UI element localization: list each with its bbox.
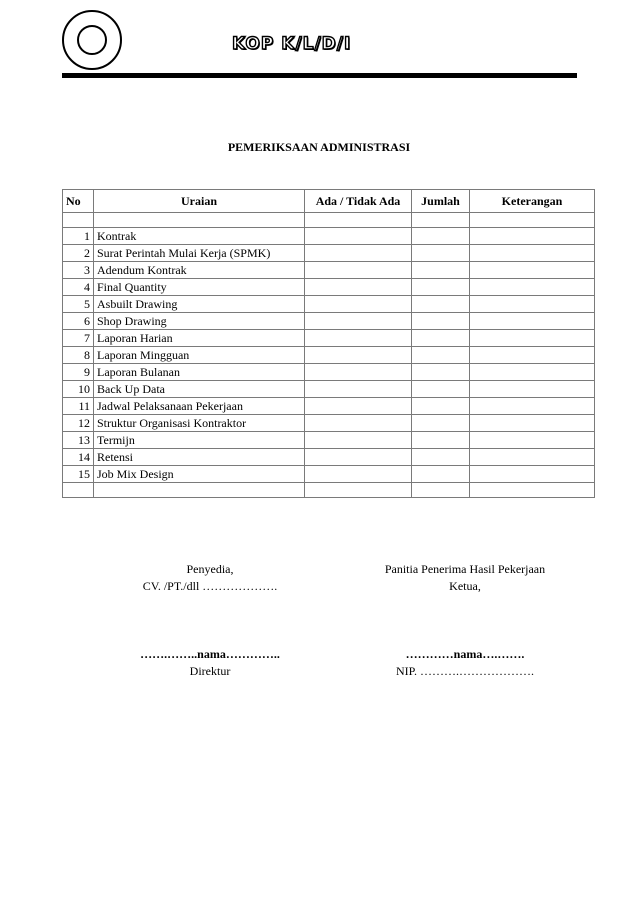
table-row <box>63 347 595 364</box>
table-row <box>63 364 595 381</box>
table-row-blank <box>63 483 595 498</box>
row-jumlah-cell[interactable] <box>412 262 470 279</box>
row-keterangan-cell[interactable] <box>470 296 595 313</box>
table-row <box>63 262 595 279</box>
row-keterangan-cell[interactable] <box>470 432 595 449</box>
row-jumlah-cell[interactable] <box>412 245 470 262</box>
row-jumlah-cell[interactable] <box>412 466 470 483</box>
row-jumlah-cell[interactable] <box>412 279 470 296</box>
header-ada-tidak-ada: Ada / Tidak Ada <box>305 190 412 213</box>
table-cell <box>305 483 412 498</box>
row-number: 12 <box>63 415 94 432</box>
row-ada-cell[interactable] <box>305 245 412 262</box>
row-uraian: Laporan Harian <box>94 330 305 347</box>
row-uraian: Laporan Mingguan <box>94 347 305 364</box>
row-keterangan-cell[interactable] <box>470 398 595 415</box>
row-keterangan-cell[interactable] <box>470 381 595 398</box>
row-ada-cell[interactable] <box>305 415 412 432</box>
row-uraian: Final Quantity <box>94 279 305 296</box>
signature-block-provider <box>100 561 320 595</box>
table-row <box>63 296 595 313</box>
row-number: 14 <box>63 449 94 466</box>
row-uraian: Job Mix Design <box>94 466 305 483</box>
row-uraian: Jadwal Pelaksanaan Pekerjaan <box>94 398 305 415</box>
table-row-blank <box>63 213 595 228</box>
row-uraian: Shop Drawing <box>94 313 305 330</box>
row-uraian: Termijn <box>94 432 305 449</box>
row-keterangan-cell[interactable] <box>470 245 595 262</box>
header-keterangan: Keterangan <box>470 190 595 213</box>
provider-company: CV. /PT./dll ………………. <box>142 579 278 593</box>
row-uraian: Laporan Bulanan <box>94 364 305 381</box>
row-keterangan-cell[interactable] <box>470 415 595 432</box>
row-uraian: Kontrak <box>94 228 305 245</box>
kop-title: KOP K/L/D/I <box>232 34 352 54</box>
table-row <box>63 415 595 432</box>
table-cell <box>470 213 595 228</box>
provider-role: Penyedia, <box>186 562 234 576</box>
row-ada-cell[interactable] <box>305 262 412 279</box>
table-cell <box>412 483 470 498</box>
table-cell <box>305 213 412 228</box>
provider-position: Direktur <box>189 664 231 678</box>
row-uraian: Retensi <box>94 449 305 466</box>
row-number: 4 <box>63 279 94 296</box>
row-number: 13 <box>63 432 94 449</box>
row-keterangan-cell[interactable] <box>470 449 595 466</box>
row-uraian: Adendum Kontrak <box>94 262 305 279</box>
row-keterangan-cell[interactable] <box>470 313 595 330</box>
row-number: 15 <box>63 466 94 483</box>
table-row <box>63 449 595 466</box>
row-number: 5 <box>63 296 94 313</box>
committee-nip: NIP. ……….………………. <box>395 664 534 678</box>
signature-block-committee <box>350 561 580 595</box>
row-jumlah-cell[interactable] <box>412 364 470 381</box>
kop-logo-inner-circle <box>77 25 107 55</box>
row-keterangan-cell[interactable] <box>470 330 595 347</box>
table-cell <box>63 483 94 498</box>
table-row <box>63 432 595 449</box>
row-jumlah-cell[interactable] <box>412 330 470 347</box>
row-number: 7 <box>63 330 94 347</box>
table-row <box>63 398 595 415</box>
row-number: 2 <box>63 245 94 262</box>
row-uraian: Back Up Data <box>94 381 305 398</box>
table-row <box>63 313 595 330</box>
provider-name: …….……..nama………….. <box>140 647 280 661</box>
administration-checklist-table <box>62 189 595 498</box>
row-ada-cell[interactable] <box>305 449 412 466</box>
table-cell <box>412 213 470 228</box>
row-jumlah-cell[interactable] <box>412 449 470 466</box>
row-ada-cell[interactable] <box>305 432 412 449</box>
header-uraian: Uraian <box>94 190 305 213</box>
row-jumlah-cell[interactable] <box>412 398 470 415</box>
kop-logo-emblem <box>62 10 122 70</box>
row-jumlah-cell[interactable] <box>412 228 470 245</box>
table-cell <box>94 213 305 228</box>
table-row <box>63 381 595 398</box>
row-number: 9 <box>63 364 94 381</box>
row-ada-cell[interactable] <box>305 398 412 415</box>
row-ada-cell[interactable] <box>305 296 412 313</box>
header-no: No <box>63 190 94 213</box>
row-number: 6 <box>63 313 94 330</box>
row-ada-cell[interactable] <box>305 313 412 330</box>
row-jumlah-cell[interactable] <box>412 415 470 432</box>
row-number: 10 <box>63 381 94 398</box>
table-row <box>63 245 595 262</box>
kop-divider-line <box>62 73 577 78</box>
row-uraian: Asbuilt Drawing <box>94 296 305 313</box>
row-number: 8 <box>63 347 94 364</box>
row-ada-cell[interactable] <box>305 228 412 245</box>
table-cell <box>63 213 94 228</box>
row-number: 3 <box>63 262 94 279</box>
table-header-row <box>63 190 595 213</box>
committee-name: …………nama….……. <box>405 647 525 661</box>
row-number: 1 <box>63 228 94 245</box>
row-keterangan-cell[interactable] <box>470 279 595 296</box>
table-cell <box>94 483 305 498</box>
row-keterangan-cell[interactable] <box>470 228 595 245</box>
committee-position-title: Ketua, <box>449 579 481 593</box>
row-number: 11 <box>63 398 94 415</box>
row-jumlah-cell[interactable] <box>412 313 470 330</box>
row-jumlah-cell[interactable] <box>412 381 470 398</box>
row-jumlah-cell[interactable] <box>412 432 470 449</box>
table-row <box>63 228 595 245</box>
document-title: PEMERIKSAAN ADMINISTRASI <box>227 140 411 154</box>
committee-role: Panitia Penerima Hasil Pekerjaan <box>384 562 546 576</box>
row-ada-cell[interactable] <box>305 330 412 347</box>
table-row <box>63 330 595 347</box>
table-row <box>63 279 595 296</box>
row-keterangan-cell[interactable] <box>470 347 595 364</box>
table-row <box>63 466 595 483</box>
row-jumlah-cell[interactable] <box>412 296 470 313</box>
row-ada-cell[interactable] <box>305 279 412 296</box>
table-cell <box>470 483 595 498</box>
row-keterangan-cell[interactable] <box>470 262 595 279</box>
row-ada-cell[interactable] <box>305 381 412 398</box>
row-uraian: Struktur Organisasi Kontraktor <box>94 415 305 432</box>
row-jumlah-cell[interactable] <box>412 347 470 364</box>
row-uraian: Surat Perintah Mulai Kerja (SPMK) <box>94 245 305 262</box>
header-jumlah: Jumlah <box>412 190 470 213</box>
row-ada-cell[interactable] <box>305 347 412 364</box>
row-ada-cell[interactable] <box>305 364 412 381</box>
row-keterangan-cell[interactable] <box>470 364 595 381</box>
row-keterangan-cell[interactable] <box>470 466 595 483</box>
row-ada-cell[interactable] <box>305 466 412 483</box>
